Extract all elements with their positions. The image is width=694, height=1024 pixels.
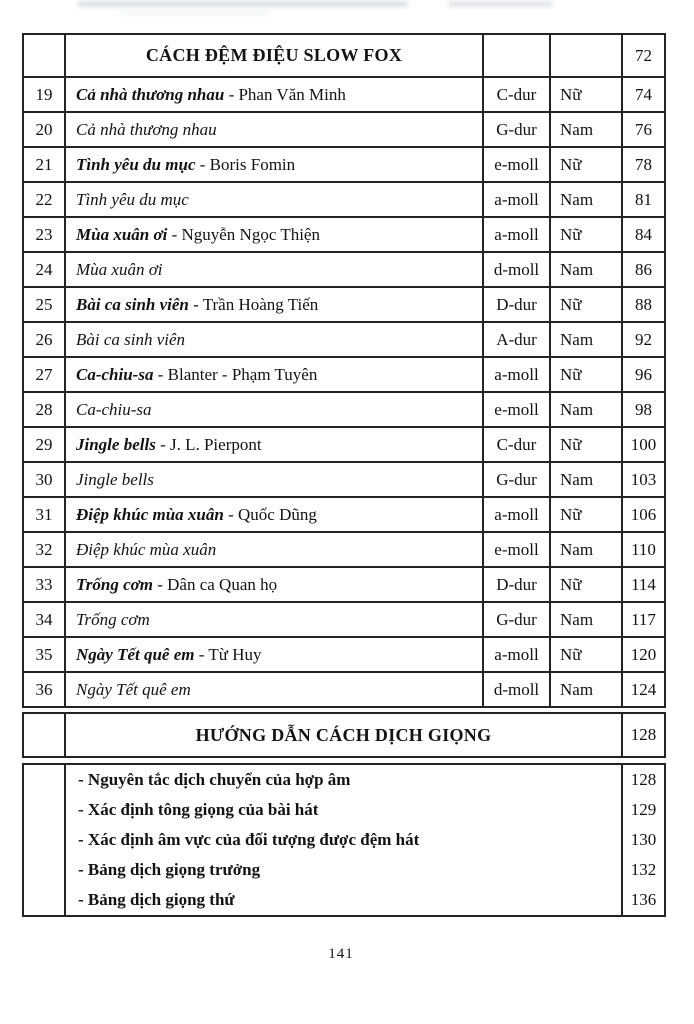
print-bleed-artifact: [120, 11, 270, 15]
song-page: 84: [622, 217, 665, 252]
song-key: a-moll: [483, 217, 550, 252]
song-title-cell: [65, 567, 483, 602]
song-number: 24: [23, 252, 65, 287]
subsection-header-row: [23, 713, 665, 757]
guide-item-label: - Nguyên tắc dịch chuyển của hợp âm: [65, 764, 622, 795]
song-composer: - Nguyễn Ngọc Thiện: [171, 224, 320, 244]
song-key: e-moll: [483, 392, 550, 427]
empty-number-cell: [23, 825, 65, 855]
slow-fox-section-table: [22, 33, 666, 708]
song-key: G-dur: [483, 112, 550, 147]
song-number: 36: [23, 672, 65, 707]
empty-number-cell: [23, 885, 65, 916]
song-composer: - J. L. Pierpont: [160, 434, 262, 454]
song-title: Jingle bells: [76, 434, 156, 454]
song-number: 33: [23, 567, 65, 602]
song-number: 34: [23, 602, 65, 637]
guide-item-page: 128: [622, 764, 665, 795]
section-header-title: CÁCH ĐỆM ĐIỆU SLOW FOX: [65, 34, 483, 77]
song-voice: Nam: [550, 532, 622, 567]
guide-item-label: - Bảng dịch giọng thứ: [65, 885, 622, 916]
song-key: a-moll: [483, 637, 550, 672]
guide-item-rows: [23, 764, 665, 916]
subsection-header-title: HƯỚNG DẪN CÁCH DỊCH GIỌNG: [65, 713, 622, 757]
song-key: d-moll: [483, 252, 550, 287]
song-title-cell: [65, 217, 483, 252]
song-key: d-moll: [483, 672, 550, 707]
song-voice: Nữ: [550, 217, 622, 252]
song-composer: - Blanter - Phạm Tuyên: [157, 364, 318, 384]
guide-item-page: 130: [622, 825, 665, 855]
song-page: 124: [622, 672, 665, 707]
song-number: 31: [23, 497, 65, 532]
song-page: 103: [622, 462, 665, 497]
song-voice: Nam: [550, 182, 622, 217]
song-composer: - Trần Hoàng Tiến: [193, 294, 319, 314]
guide-item-label: - Xác định tông giọng của bài hát: [65, 795, 622, 825]
empty-number-cell: [23, 713, 65, 757]
song-row: [23, 287, 665, 322]
song-title-cell: [65, 532, 483, 567]
song-title: Điệp khúc mùa xuân: [76, 539, 217, 559]
song-number: 30: [23, 462, 65, 497]
song-number: 29: [23, 427, 65, 462]
song-voice: Nam: [550, 392, 622, 427]
guide-item-row: [23, 855, 665, 885]
guide-item-row: [23, 825, 665, 855]
song-title: Ca-chiu-sa: [76, 364, 154, 384]
song-number: 21: [23, 147, 65, 182]
song-title: Cả nhà thương nhau: [76, 84, 225, 104]
song-row: [23, 77, 665, 112]
guide-item-page: 129: [622, 795, 665, 825]
song-title-cell: [65, 427, 483, 462]
song-key: a-moll: [483, 182, 550, 217]
guide-item-row: [23, 885, 665, 916]
song-row: [23, 462, 665, 497]
song-title-cell: [65, 357, 483, 392]
song-page: 110: [622, 532, 665, 567]
song-row: [23, 427, 665, 462]
song-number: 35: [23, 637, 65, 672]
song-composer: - Dân ca Quan họ: [157, 574, 278, 594]
song-title-cell: [65, 322, 483, 357]
song-key: a-moll: [483, 357, 550, 392]
song-title: Ngày Tết quê em: [76, 644, 195, 664]
song-title: Mùa xuân ơi: [76, 259, 163, 279]
song-title-cell: [65, 602, 483, 637]
song-key: G-dur: [483, 602, 550, 637]
song-voice: Nữ: [550, 357, 622, 392]
song-key: A-dur: [483, 322, 550, 357]
song-row: [23, 497, 665, 532]
song-number: 22: [23, 182, 65, 217]
song-page: 117: [622, 602, 665, 637]
song-page: 74: [622, 77, 665, 112]
song-page: 106: [622, 497, 665, 532]
section-header-row: [23, 34, 665, 77]
song-page: 98: [622, 392, 665, 427]
song-key: G-dur: [483, 462, 550, 497]
empty-voice-cell: [550, 34, 622, 77]
song-title-cell: [65, 672, 483, 707]
song-voice: Nam: [550, 252, 622, 287]
song-row: [23, 322, 665, 357]
song-voice: Nam: [550, 462, 622, 497]
song-number: 19: [23, 77, 65, 112]
song-number: 26: [23, 322, 65, 357]
song-row: [23, 112, 665, 147]
guide-item-page: 136: [622, 885, 665, 916]
song-title-cell: [65, 497, 483, 532]
song-title: Tình yêu du mục: [76, 154, 196, 174]
song-key: D-dur: [483, 287, 550, 322]
song-composer: - Quốc Dũng: [228, 504, 317, 524]
song-row: [23, 217, 665, 252]
song-row: [23, 532, 665, 567]
guide-item-label: - Xác định âm vực của đối tượng được đệm hát: [65, 825, 622, 855]
song-title: Jingle bells: [76, 469, 154, 489]
song-row: [23, 602, 665, 637]
song-key: C-dur: [483, 427, 550, 462]
song-rows: [23, 77, 665, 707]
song-row: [23, 567, 665, 602]
song-title-cell: [65, 182, 483, 217]
table-of-contents: [22, 33, 666, 917]
song-title-cell: [65, 637, 483, 672]
song-page: 86: [622, 252, 665, 287]
song-title-cell: [65, 287, 483, 322]
song-voice: Nam: [550, 602, 622, 637]
song-row: [23, 252, 665, 287]
song-title: Bài ca sinh viên: [76, 329, 186, 349]
empty-number-cell: [23, 855, 65, 885]
song-title: Tình yêu du mục: [76, 189, 189, 209]
song-title-cell: [65, 462, 483, 497]
guide-item-label: - Bảng dịch giọng trưởng: [65, 855, 622, 885]
song-voice: Nam: [550, 322, 622, 357]
song-key: a-moll: [483, 497, 550, 532]
print-bleed-artifact: [78, 1, 408, 7]
song-title-cell: [65, 147, 483, 182]
page-number-footer: 141: [328, 946, 354, 962]
song-page: 78: [622, 147, 665, 182]
song-title: Bài ca sinh viên: [76, 294, 189, 314]
guide-item-page: 132: [622, 855, 665, 885]
empty-number-cell: [23, 795, 65, 825]
song-number: 32: [23, 532, 65, 567]
song-title: Ca-chiu-sa: [76, 399, 152, 419]
song-title: Điệp khúc mùa xuân: [76, 504, 224, 524]
song-key: D-dur: [483, 567, 550, 602]
guide-item-row: [23, 795, 665, 825]
song-voice: Nữ: [550, 147, 622, 182]
guide-item-row: [23, 764, 665, 795]
song-number: 25: [23, 287, 65, 322]
song-page: 100: [622, 427, 665, 462]
song-voice: Nữ: [550, 427, 622, 462]
song-title-cell: [65, 252, 483, 287]
song-row: [23, 147, 665, 182]
song-voice: Nữ: [550, 287, 622, 322]
song-key: C-dur: [483, 77, 550, 112]
song-voice: Nữ: [550, 567, 622, 602]
song-row: [23, 182, 665, 217]
song-voice: Nữ: [550, 497, 622, 532]
song-composer: - Phan Văn Minh: [228, 84, 346, 104]
song-title: Ngày Tết quê em: [76, 679, 191, 699]
song-voice: Nam: [550, 672, 622, 707]
dich-giong-header-table: [22, 712, 666, 758]
song-key: e-moll: [483, 532, 550, 567]
song-row: [23, 357, 665, 392]
song-voice: Nam: [550, 112, 622, 147]
song-title-cell: [65, 112, 483, 147]
empty-number-cell: [23, 764, 65, 795]
song-title: Cả nhà thương nhau: [76, 119, 217, 139]
song-composer: - Boris Fomin: [199, 154, 296, 174]
empty-number-cell: [23, 34, 65, 77]
song-number: 23: [23, 217, 65, 252]
dich-giong-items-table: [22, 763, 666, 917]
song-row: [23, 392, 665, 427]
song-number: 20: [23, 112, 65, 147]
print-bleed-artifact: [448, 1, 553, 7]
empty-key-cell: [483, 34, 550, 77]
song-title-cell: [65, 77, 483, 112]
song-row: [23, 672, 665, 707]
song-page: 96: [622, 357, 665, 392]
song-page: 120: [622, 637, 665, 672]
song-title: Mùa xuân ơi: [76, 224, 168, 244]
song-page: 76: [622, 112, 665, 147]
song-title-cell: [65, 392, 483, 427]
song-title: Trống cơm: [76, 609, 150, 629]
section-header-page: 72: [622, 34, 665, 77]
song-row: [23, 637, 665, 672]
song-composer: - Từ Huy: [198, 644, 262, 664]
song-page: 114: [622, 567, 665, 602]
song-voice: Nữ: [550, 637, 622, 672]
song-title: Trống cơm: [76, 574, 153, 594]
song-page: 88: [622, 287, 665, 322]
subsection-header-page: 128: [622, 713, 665, 757]
song-number: 27: [23, 357, 65, 392]
song-page: 81: [622, 182, 665, 217]
song-number: 28: [23, 392, 65, 427]
song-voice: Nữ: [550, 77, 622, 112]
song-page: 92: [622, 322, 665, 357]
song-key: e-moll: [483, 147, 550, 182]
